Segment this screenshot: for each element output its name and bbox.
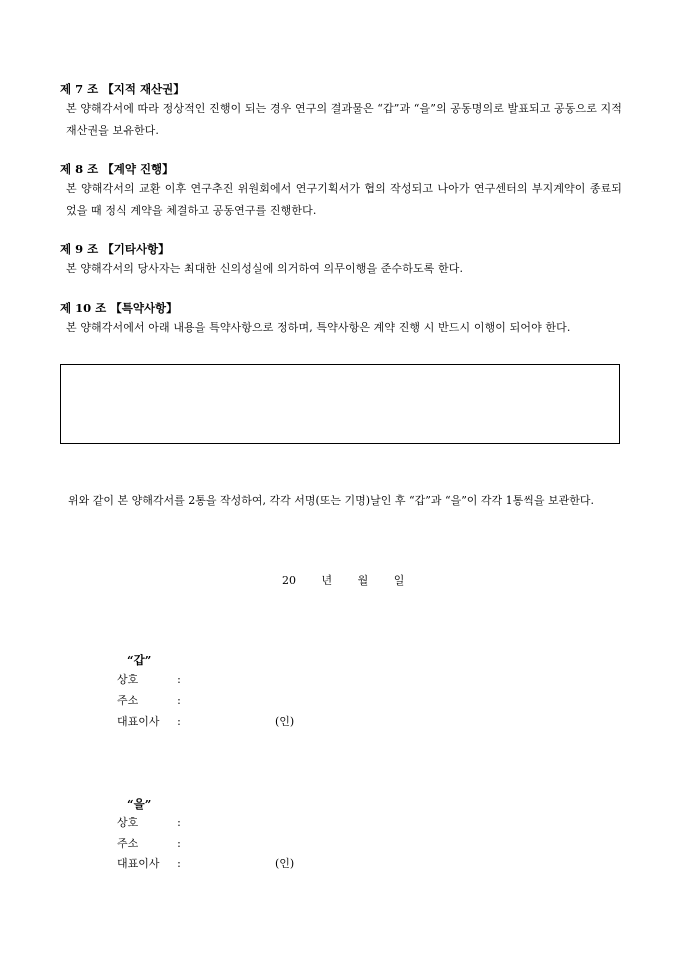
party-gap-seal: (인) [275,715,295,728]
article-8-body: 본 양해각서의 교환 이후 연구추진 위원회에서 연구기획서가 협의 작성되고 나아가 연구센터의 부지계약이 종료되었을 때 정식 계약을 체결하고 공동연구를 진행한다. [66,182,622,217]
special-terms-box[interactable] [60,364,620,444]
closing-paragraph: 위와 같이 본 양해각서를 2통을 작성하여, 각각 서명(또는 기명)날인 후 “갑”과 “을”이 각각 1통씩을 보관한다. [68,494,595,507]
address-label: 주소 [117,837,139,850]
party-eul-trade-name-row [117,814,183,832]
party-gap-trade-name-row [117,671,183,689]
address-label: 주소 [117,694,139,707]
date-line [282,572,404,588]
party-eul-address-row [117,835,183,853]
article-8 [60,160,622,222]
party-eul-seal: (인) [275,857,295,870]
party-gap-ceo-row [117,713,183,731]
date-year-prefix: 20 [282,574,296,587]
colon: : [177,837,181,850]
trade-name-label: 상호 [117,816,139,829]
date-day: 일 [393,574,405,587]
article-7-body: 본 양해각서에 따라 정상적인 진행이 되는 경우 연구의 결과물은 “갑”과 “을”의 공동명의로 발표되고 공동으로 지적재산권을 보유한다. [66,102,622,137]
ceo-label: 대표이사 [117,715,160,728]
trade-name-label: 상호 [117,673,139,686]
article-10 [60,299,622,339]
article-9 [60,240,622,280]
article-10-body: 본 양해각서에서 아래 내용을 특약사항으로 정하며, 특약사항은 계약 진행 시 반드시 이행이 되어야 한다. [66,321,571,334]
article-9-body: 본 양해각서의 당사자는 최대한 신의성실에 의거하여 의무이행을 준수하도록 한다. [66,262,464,275]
article-8-title: 제 8 조 【계약 진행】 [60,162,174,176]
party-eul-label: “을” [127,797,152,811]
article-7 [60,80,622,142]
date-month: 월 [357,574,369,587]
article-10-title: 제 10 조 【특약사항】 [60,301,178,315]
ceo-label: 대표이사 [117,857,160,870]
party-gap-label: “갑” [127,653,152,667]
colon: : [177,857,181,870]
colon: : [177,816,181,829]
colon: : [177,694,181,707]
article-9-title: 제 9 조 【기타사항】 [60,242,170,256]
date-year: 년 [321,574,333,587]
colon: : [177,673,181,686]
party-eul-ceo-row [117,855,183,873]
article-7-title: 제 7 조 【지적 재산권】 [60,82,185,96]
colon: : [177,715,181,728]
party-gap-address-row [117,692,183,710]
